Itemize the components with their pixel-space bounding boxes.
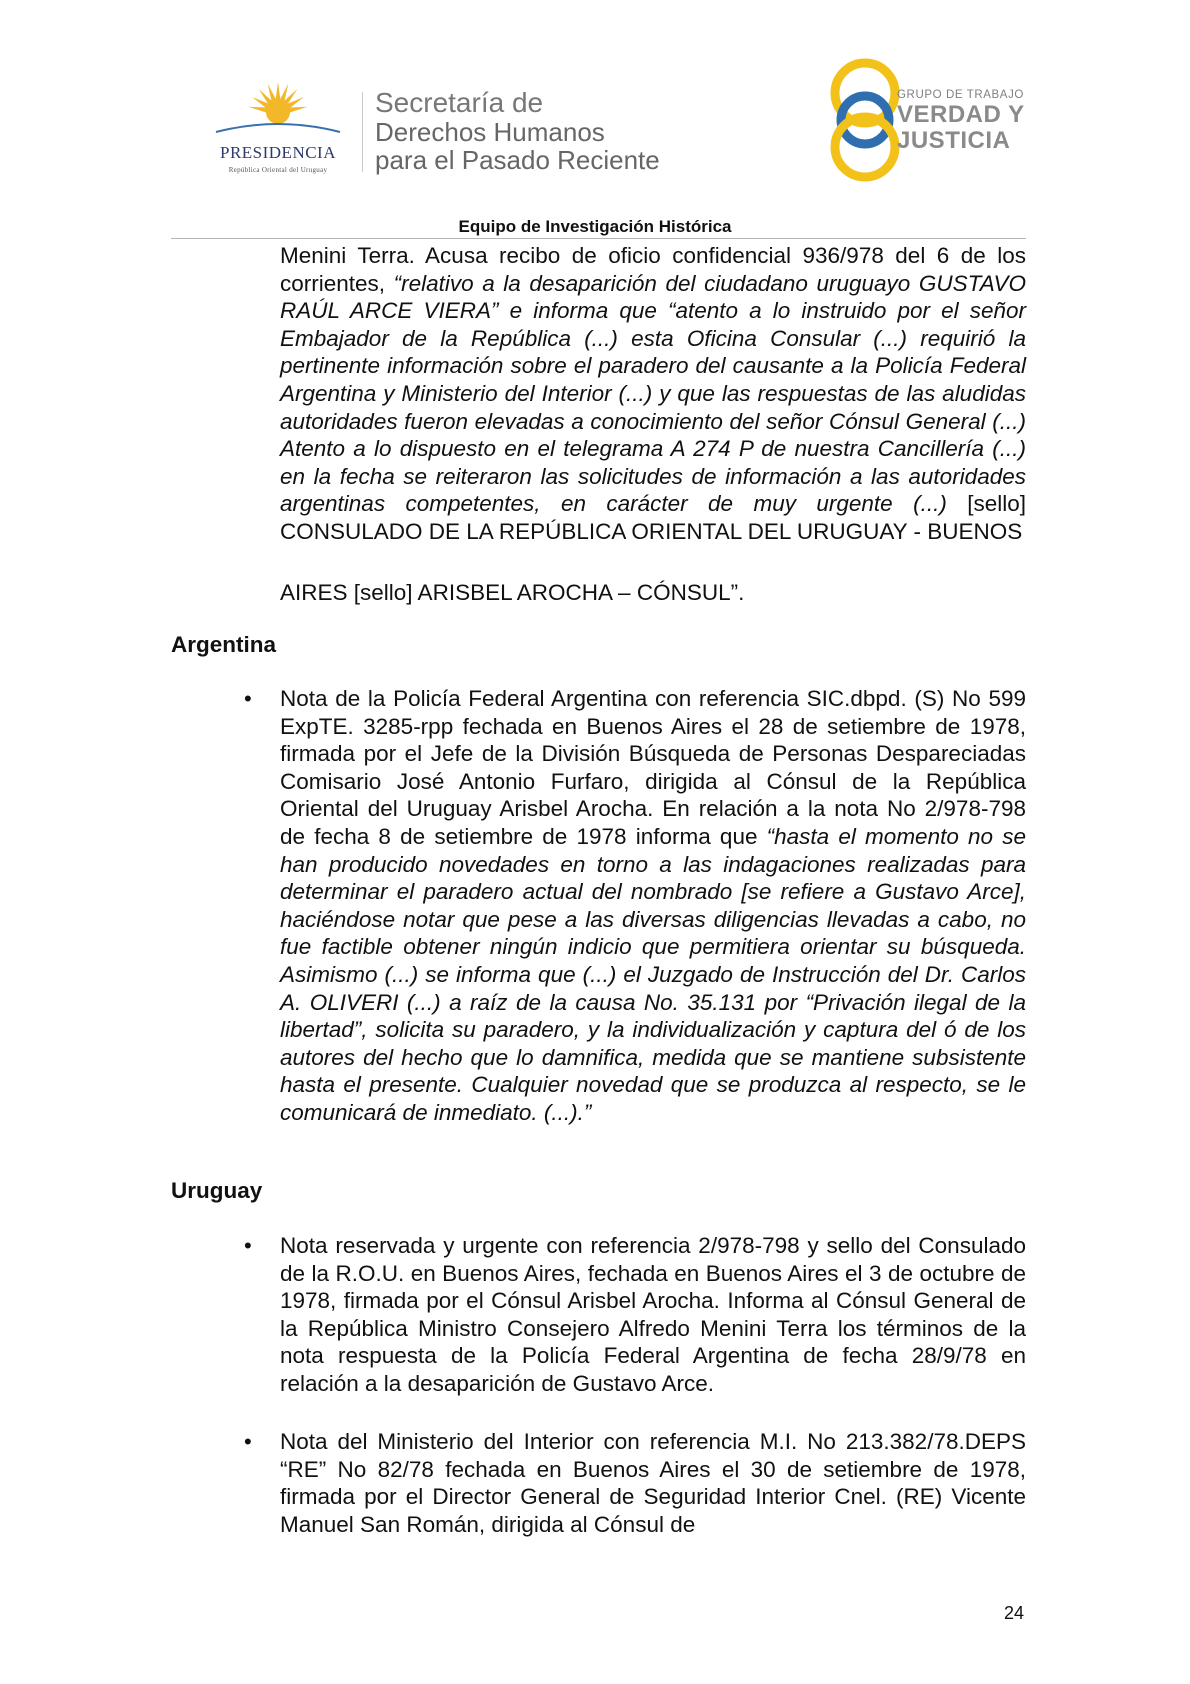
- uruguay-item-2: Nota del Ministerio del Interior con referencia M.I. No 213.382/78.DEPS “RE” No 82/78 fechada en Buenos Aires el 30 de setiembre de 1978, firmada por el Director General de Seguridad Interior Cnel. (RE) Vicente Manuel San Román, dirigida al Cónsul de: [280, 1429, 1026, 1537]
- secretaria-logo-text: [375, 88, 705, 174]
- continuation-text: Menini Terra. Acusa recibo de oficio confidencial 936/978 del 6 de los corrientes,: [280, 243, 1026, 296]
- argentina-item-1: [280, 685, 1026, 1127]
- presidencia-logo: [198, 80, 358, 180]
- logo-divider: [362, 92, 363, 172]
- verdad-label: VERDAD Y: [897, 101, 1025, 128]
- secretaria-line-3: para el Pasado Reciente: [375, 145, 660, 175]
- grupo-label: GRUPO DE TRABAJO: [897, 89, 1024, 101]
- presidencia-subtitle: República Oriental del Uruguay: [228, 166, 328, 174]
- argentina-item-1-quote: “hasta el momento no se han producido novedades en torno a las indagaciones realizadas para determinar el paradero actual del nombrado [se refiere a Gustavo Arce], haciéndose notar que pese a las diversas diligencias llevadas a cabo, no fue factible obtener ningún indicio que permitiera orientar su búsqueda. Asimismo (...) se informa que (...) el Juzgado de Instrucción del Dr. Carlos A. OLIVERI (...) a raíz de la causa No. 35.131 por “Privación ilegal de la libertad”, solicita su paradero, y la individualización y captura del ó de los autores del hecho que lo damnifica, medida que se mantiene subsistente hasta el presente. Cualquier novedad que se produzca al respecto, se le comunicará de inmediato. (...).”: [280, 823, 1026, 1125]
- justicia-label: JUSTICIA: [897, 127, 1011, 154]
- continuation-tail: [sello] CONSULADO DE LA REPÚBLICA ORIENTAL DEL URUGUAY - BUENOS: [280, 491, 1027, 544]
- bullet-marker: •: [244, 686, 252, 711]
- presidencia-wordmark: PRESIDENCIA: [219, 143, 336, 162]
- heading-uruguay: Uruguay: [171, 1178, 263, 1203]
- page-number: 24: [1004, 1603, 1025, 1623]
- verdad-justicia-text: [897, 88, 1037, 154]
- secretaria-line-1: Secretaría de: [375, 87, 544, 118]
- continuation-quote: “relativo a la desaparición del ciudadano uruguayo GUSTAVO RAÚL ARCE VIERA” e informa que “atento a lo instruido por el señor Embajador de la República (...) esta Oficina Consular (...) requirió la pertinente información sobre el paradero del causante a la Policía Federal Argentina y Ministerio del Interior (...) y que las respuestas de las aludidas autoridades fueron elevadas a conocimiento del señor Cónsul General (...) Atento a lo dispuesto en el telegrama A 274 P de nuestra Cancillería (...) en la fecha se reiteraron las solicitudes de información a las autoridades argentinas competentes, en carácter de muy urgente (...): [280, 270, 1026, 517]
- secretaria-line-2: Derechos Humanos: [375, 117, 605, 147]
- team-title: Equipo de Investigación Histórica: [458, 217, 732, 236]
- header-rule: [171, 238, 1026, 239]
- heading-argentina: Argentina: [171, 632, 277, 657]
- continuation-last-line: AIRES [sello] ARISBEL AROCHA – CÓNSUL”.: [280, 580, 745, 605]
- continuation-paragraph: [280, 242, 1026, 546]
- uruguay-item-1: Nota reservada y urgente con referencia 2/978-798 y sello del Consulado de la R.O.U. en Buenos Aires, fechada en Buenos Aires el 3 de octubre de 1978, firmada por el Cónsul Arisbel Arocha. Informa al Cónsul General de la República Ministro Consejero Alfredo Menini Terra los términos de la nota respuesta de la Policía Federal Argentina de fecha 28/9/78 en relación a la desaparición de Gustavo Arce.: [280, 1233, 1026, 1396]
- sun-of-may-icon: [198, 80, 358, 142]
- argentina-item-1-text: Nota de la Policía Federal Argentina con referencia SIC.dbpd. (S) No 599 ExpTE. 3285-rpp fechada en Buenos Aires el 28 de setiembre de 1978, firmada por el Jefe de la División Búsqueda de Personas Despareciadas Comisario José Antonio Furfaro, dirigida al Cónsul de la República Oriental del Uruguay Arisbel Arocha. En relación a la nota No 2/978-798 de fecha 8 de setiembre de 1978 informa que: [280, 686, 1026, 849]
- bullet-marker: •: [244, 1233, 252, 1258]
- bullet-marker: •: [244, 1429, 252, 1454]
